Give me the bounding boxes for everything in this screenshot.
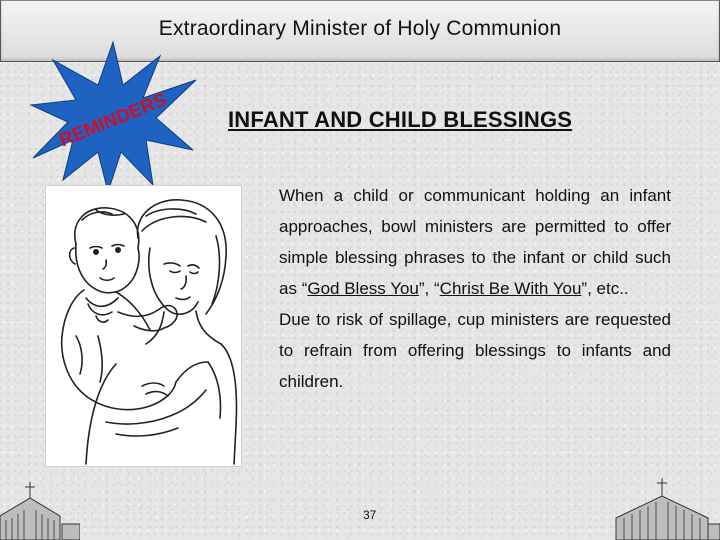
paragraph-cup-ministers: Due to risk of spillage, cup ministers are requested to refrain from offering blessings to infants and children.: [279, 310, 671, 391]
slide-body: [279, 180, 671, 397]
paragraph-close: ”, etc..: [581, 279, 629, 298]
page-number: 37: [363, 508, 377, 522]
page-title: Extraordinary Minister of Holy Communion: [158, 17, 562, 40]
reminders-starburst-icon: [28, 40, 198, 195]
open-quote: “: [301, 279, 308, 298]
blessing-phrase-2: Christ Be With You: [439, 279, 582, 298]
blessing-phrase-1: God Bless You: [307, 279, 419, 298]
church-icon: [612, 478, 720, 540]
mother-and-child-icon: [46, 186, 241, 466]
quote-separator: ”, “: [418, 279, 440, 298]
mother-child-illustration: [45, 185, 242, 467]
slide-heading: INFANT AND CHILD BLESSINGS: [228, 107, 573, 132]
church-icon: [0, 480, 80, 540]
paragraph-intro: When a child or communicant holding an infant approaches, bowl ministers are permitted to offer simple blessing phrases to the infant or child such as: [279, 186, 671, 298]
paragraph-bowl-ministers: [279, 180, 671, 304]
reminders-text: REMINDERS: [56, 89, 170, 152]
